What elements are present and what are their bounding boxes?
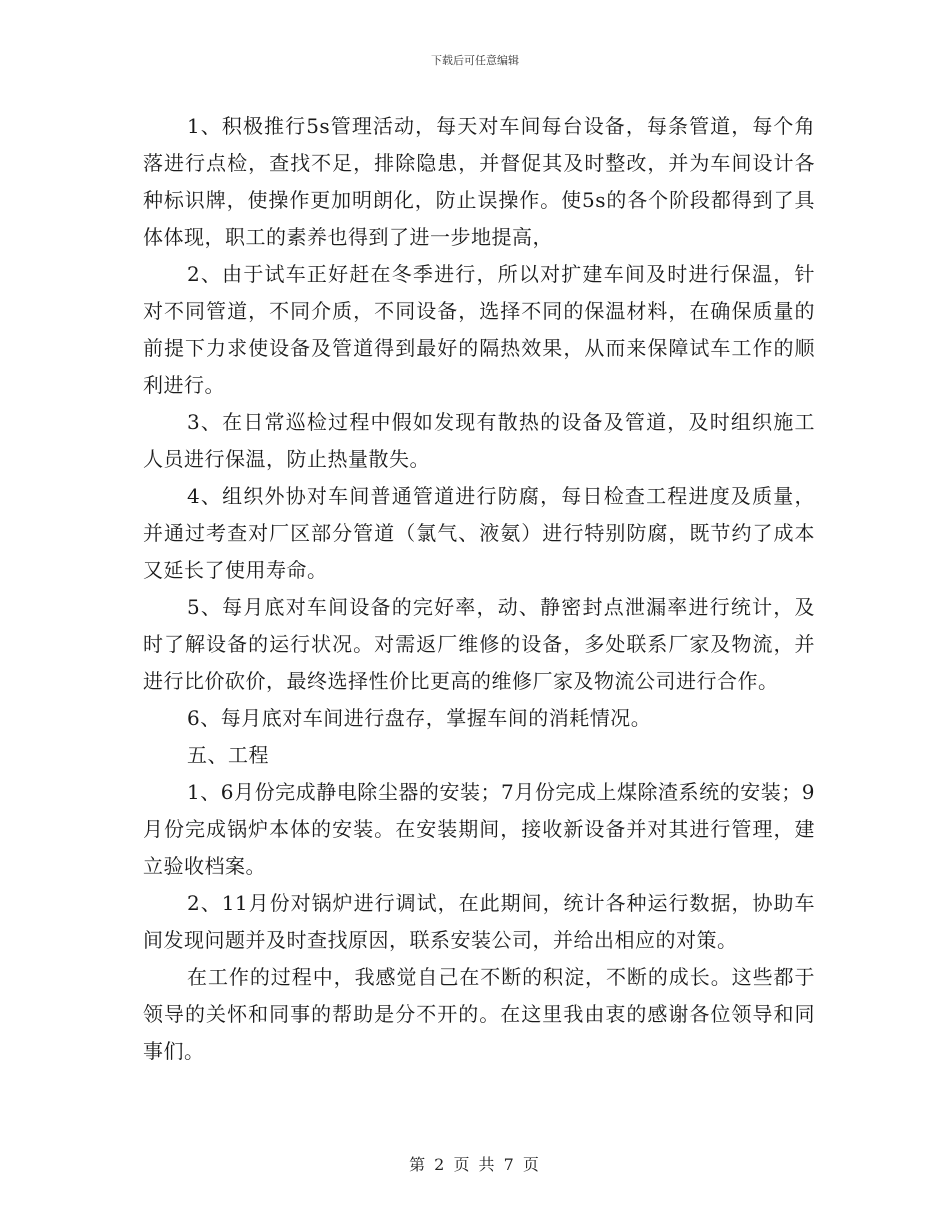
paragraph-item-1: 1、积极推行5s管理活动，每天对车间每台设备，每条管道，每个角落进行点检，查找不足，排除隐患，并督促其及时整改，并为车间设计各种标识牌，使操作更加明朗化，防止误操作。使5s的各个阶段都得到了具体体现，职工的素养也得到了进一步地提高， xyxy=(143,114,815,249)
paragraph-engineering-2: 2、11月份对锅炉进行调试，在此期间，统计各种运行数据，协助车间发现问题并及时查找原因，联系安装公司，并给出相应的对策。 xyxy=(143,891,815,952)
page-header: 下载后可任意编辑 xyxy=(431,54,519,67)
paragraph-item-3: 3、在日常巡检过程中假如发现有散热的设备及管道，及时组织施工人员进行保温，防止热量散失。 xyxy=(143,410,815,471)
paragraph-item-2: 2、由于试车正好赶在冬季进行，所以对扩建车间及时进行保温，针对不同管道，不同介质，不同设备，选择不同的保温材料，在确保质量的前提下力求使设备及管道得到最好的隔热效果，从而来保障试车工作的顺利进行。 xyxy=(143,262,815,397)
paragraph-engineering-1: 1、6月份完成静电除尘器的安装；7月份完成上煤除渣系统的安装；9月份完成锅炉本体的安装。在安装期间，接收新设备并对其进行管理，建立验收档案。 xyxy=(143,780,815,878)
section-heading-engineering: 五、工程 xyxy=(187,743,269,767)
paragraph-item-5: 5、每月底对车间设备的完好率，动、静密封点泄漏率进行统计，及时了解设备的运行状况。对需返厂维修的设备，多处联系厂家及物流，并进行比价砍价，最终选择性价比更高的维修厂家及物流公司进行合作。 xyxy=(143,595,815,693)
document-body xyxy=(143,108,815,1070)
paragraph-item-4: 4、组织外协对车间普通管道进行防腐，每日检查工程进度及质量，并通过考查对厂区部分管道（氯气、液氨）进行特别防腐，既节约了成本又延长了使用寿命。 xyxy=(143,484,815,582)
page-number-footer: 第 2 页 共 7 页 xyxy=(409,1155,541,1174)
paragraph-item-6: 6、每月底对车间进行盘存，掌握车间的消耗情况。 xyxy=(187,706,652,730)
paragraph-closing: 在工作的过程中，我感觉自己在不断的积淀，不断的成长。这些都于领导的关怀和同事的帮助是分不开的。在这里我由衷的感谢各位领导和同事们。 xyxy=(143,965,815,1063)
